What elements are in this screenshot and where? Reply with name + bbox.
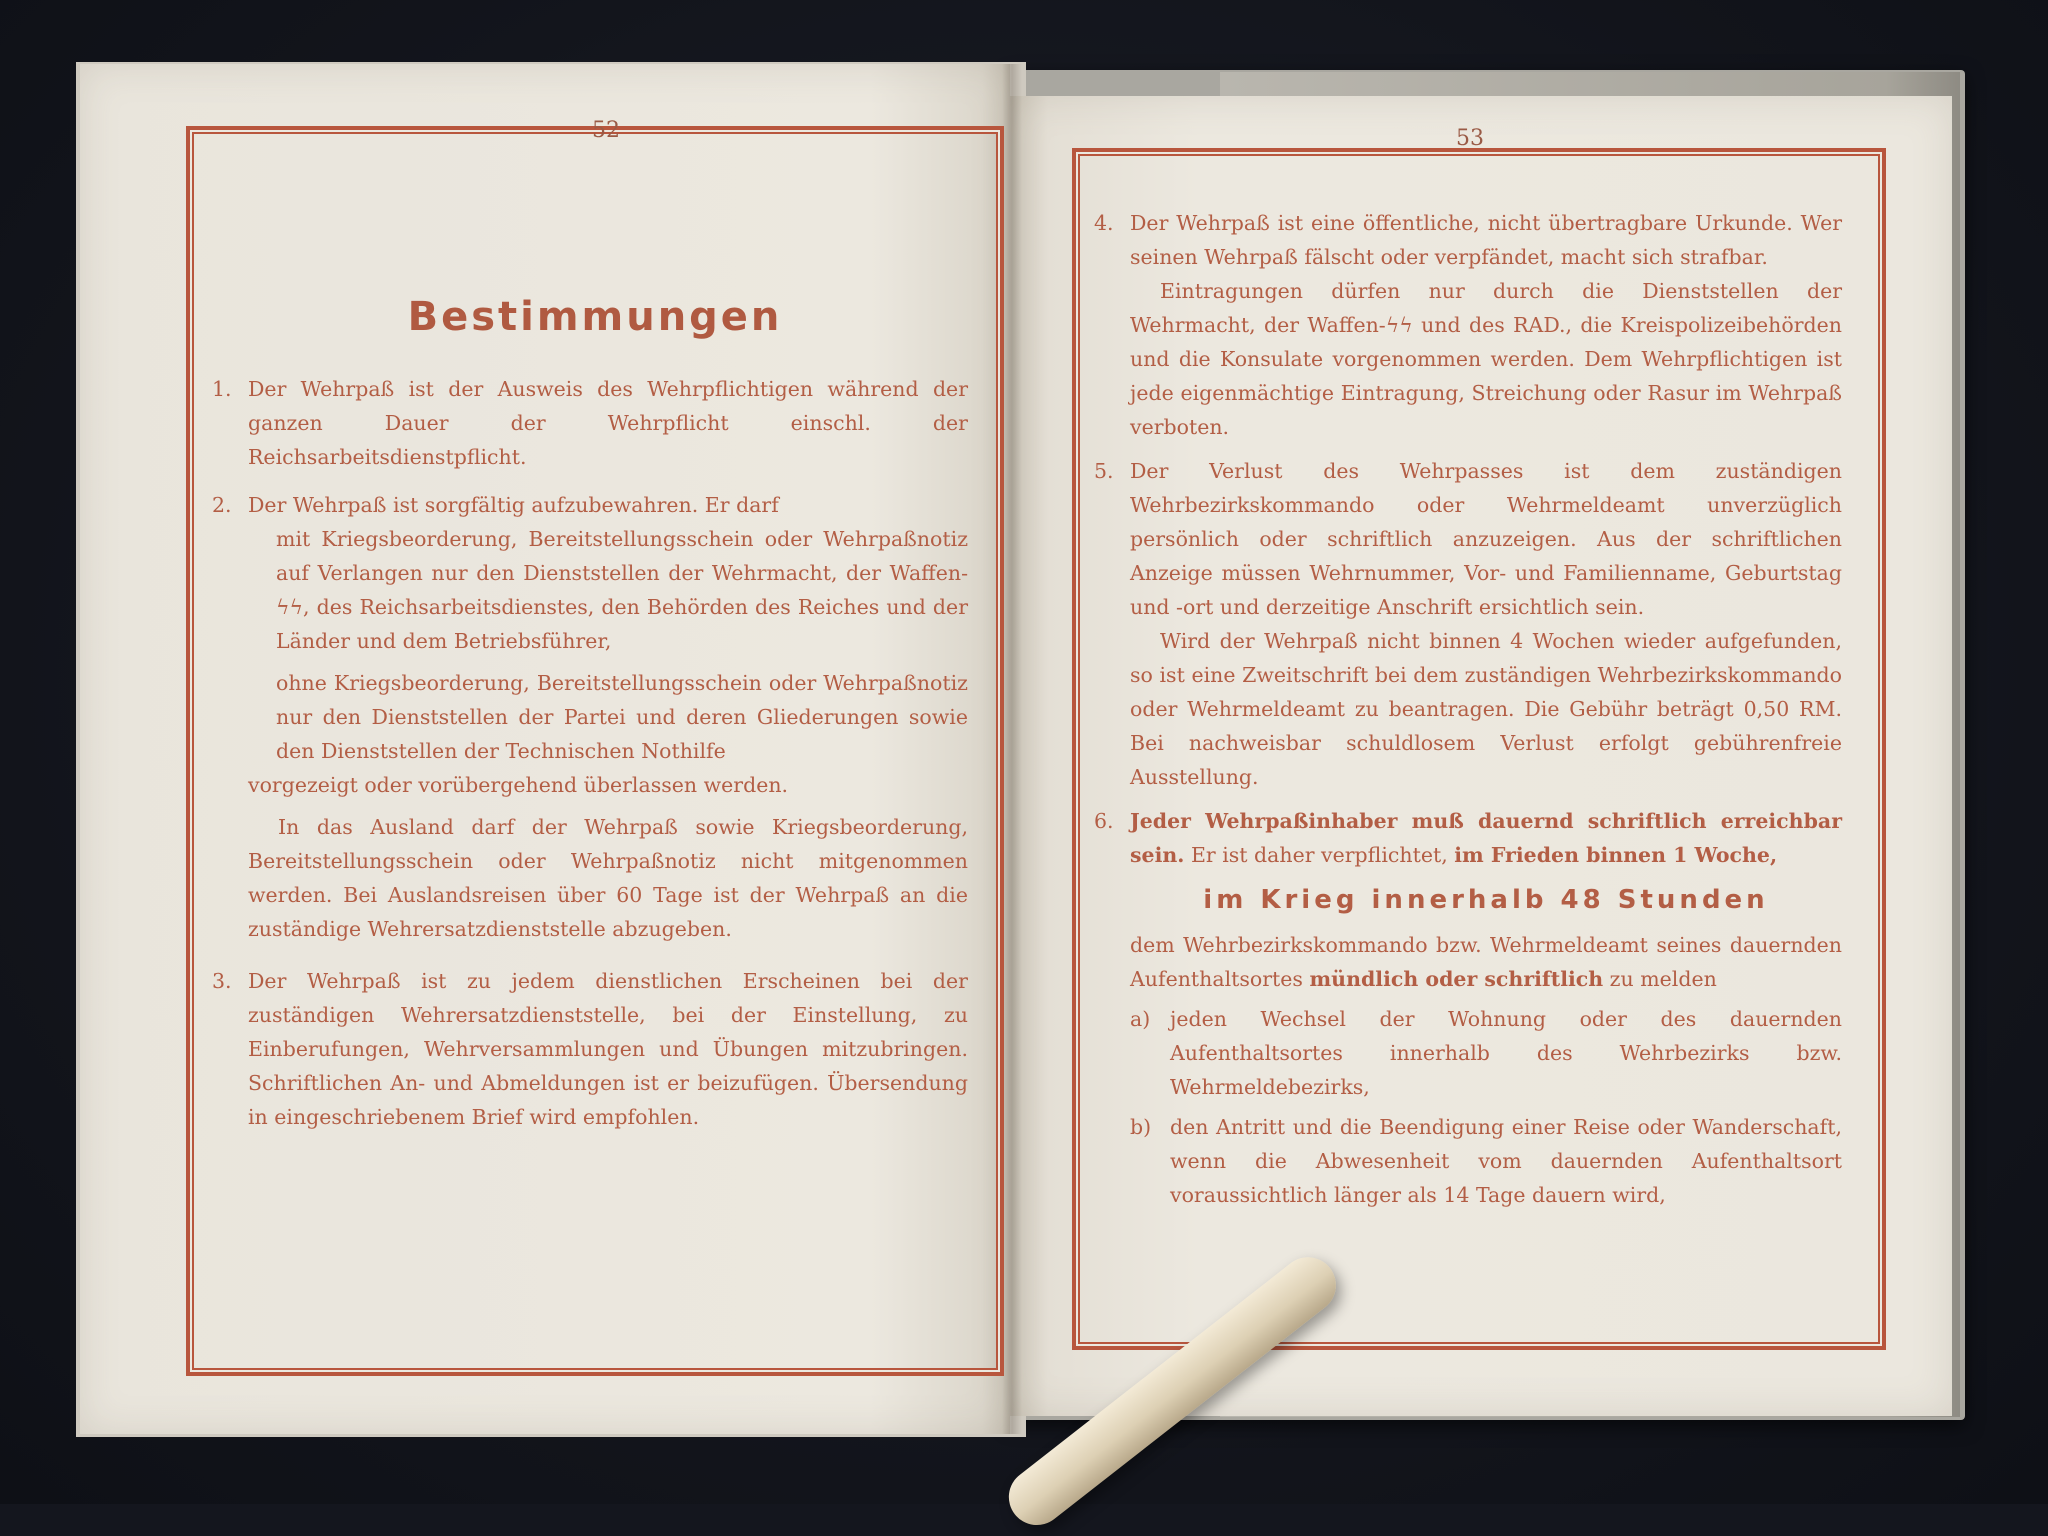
rule-bold-text: Jeder Wehrpaßinhaber muß dauernd schriftlich erreichbar sein. (1130, 809, 1842, 867)
rule-text (1130, 804, 1842, 872)
rule-5 (1094, 454, 1842, 794)
rule-text: Der Wehrpaß ist eine öffentliche, nicht übertragbare Urkunde. Wer seinen Wehrpaß fälscht oder verpfändet, macht sich strafbar. (1130, 211, 1842, 269)
page-number-left: 52 (592, 118, 620, 143)
rule-number: 3. (212, 969, 232, 993)
rule-emphasis: im Krieg innerhalb 48 Stunden (1203, 885, 1769, 915)
rule-3 (212, 964, 968, 1134)
rule-bold-text: im Frieden binnen 1 Woche, (1454, 843, 1778, 867)
rule-text: Der Wehrpaß ist sorgfältig aufzubewahren. Er darf (248, 493, 779, 517)
rule-text-without-order: ohne Kriegsbeorderung, Bereitstellungsschein oder Wehrpaßnotiz nur den Dienststellen der Partei und deren Gliederungen sowie den Dienststellen der Technischen Nothilfe (276, 671, 968, 763)
rule-6 (1094, 804, 1842, 1212)
rule-4 (1094, 206, 1842, 444)
rule-bold-text: mündlich oder schriftlich (1309, 967, 1604, 991)
book-gutter (1002, 64, 1022, 1434)
right-page-text (1094, 206, 1842, 1212)
sub-label: a) (1130, 1007, 1151, 1031)
rule-text-entries: Eintragungen dürfen nur durch die Dienststellen der Wehrmacht, der Waffen-ϟϟ und des RAD., die Kreispolizeibehörden und die Konsulate vorgenommen werden. Dem Wehrpflichtigen ist jede eigenmächtige Eintragung, Streichung oder Rasur im Wehrpaß verboten. (1130, 279, 1842, 439)
rule-text: Der Verlust des Wehrpasses ist dem zuständigen Wehrbezirkskommando oder Wehrmeldeamt unverzüglich persönlich oder schriftlich anzuzeigen. Aus der schriftlichen Anzeige müssen Wehrnummer, Vor- und Familienname, Geburtstag und -ort und derzeitige Anschrift ersichtlich sein. (1130, 459, 1842, 619)
rule-text-abroad: In das Ausland darf der Wehrpaß sowie Kriegsbeorderung, Bereitstellungsschein oder Wehrpaßnotiz nicht mitgenommen werden. Bei Auslandsreisen über 60 Tage ist der Wehrpaß an die zuständige Wehrersatzdienststelle abzugeben. (248, 815, 968, 941)
rule-number: 2. (212, 493, 232, 517)
rule-plain-text: zu melden (1603, 967, 1717, 991)
rule-number: 4. (1094, 211, 1114, 235)
rule-2 (212, 488, 968, 946)
sub-label: b) (1130, 1115, 1152, 1139)
rule-6-sub-a (1130, 1002, 1842, 1104)
rule-plain-text: Er ist daher verpflichtet, (1184, 843, 1455, 867)
rule-text-ending: vorgezeigt oder vorübergehend überlassen werden. (248, 773, 789, 797)
rule-6-sub-b (1130, 1110, 1842, 1212)
page-title: Bestimmungen (407, 294, 783, 340)
rule-text: Der Wehrpaß ist der Ausweis des Wehrpflichtigen während der ganzen Dauer der Wehrpflicht einschl. der Reichsarbeitsdienstpflicht. (248, 377, 968, 469)
rule-number: 5. (1094, 459, 1114, 483)
page-number-right: 53 (1456, 126, 1484, 151)
rule-text-replacement: Wird der Wehrpaß nicht binnen 4 Wochen wieder aufgefunden, so ist eine Zweitschrift bei dem zuständigen Wehrbezirkskommando oder Wehrmeldeamt zu beantragen. Die Gebühr beträgt 0,50 RM. Bei nachweisbar schuldlosem Verlust erfolgt gebührenfreie Ausstellung. (1130, 629, 1842, 789)
rule-number: 6. (1094, 809, 1114, 833)
rule-plain-text: dem Wehrbezirkskommando bzw. Wehrmeldeamt seines dauernden Aufenthaltsortes (1130, 933, 1842, 991)
sub-text: jeden Wechsel der Wohnung oder des dauernden Aufenthaltsortes innerhalb des Wehrbezirks bzw. Wehrmeldebezirks, (1170, 1007, 1842, 1099)
rule-1 (212, 372, 968, 474)
sub-text: den Antritt und die Beendigung einer Reise oder Wanderschaft, wenn die Abwesenheit vom dauernden Aufenthaltsort voraussichtlich länger als 14 Tage dauern wird, (1170, 1115, 1842, 1207)
left-page-text (212, 372, 968, 1134)
rule-number: 1. (212, 377, 232, 401)
rule-text-with-order: mit Kriegsbeorderung, Bereitstellungsschein oder Wehrpaßnotiz auf Verlangen nur den Dienststellen der Wehrmacht, der Waffen-ϟϟ, des Reichsarbeitsdienstes, den Behörden des Reiches und der Länder und dem Betriebsführer, (276, 527, 968, 653)
rule-text (1130, 928, 1842, 996)
rule-text: Der Wehrpaß ist zu jedem dienstlichen Erscheinen bei der zuständigen Wehrersatzdienststelle, bei der Einstellung, zu Einberufungen, Wehrversammlungen und Übungen mitzubringen. Schriftlichen An- und Abmeldungen ist er beizufügen. Übersendung in eingeschriebenem Brief wird empfohlen. (248, 969, 968, 1129)
